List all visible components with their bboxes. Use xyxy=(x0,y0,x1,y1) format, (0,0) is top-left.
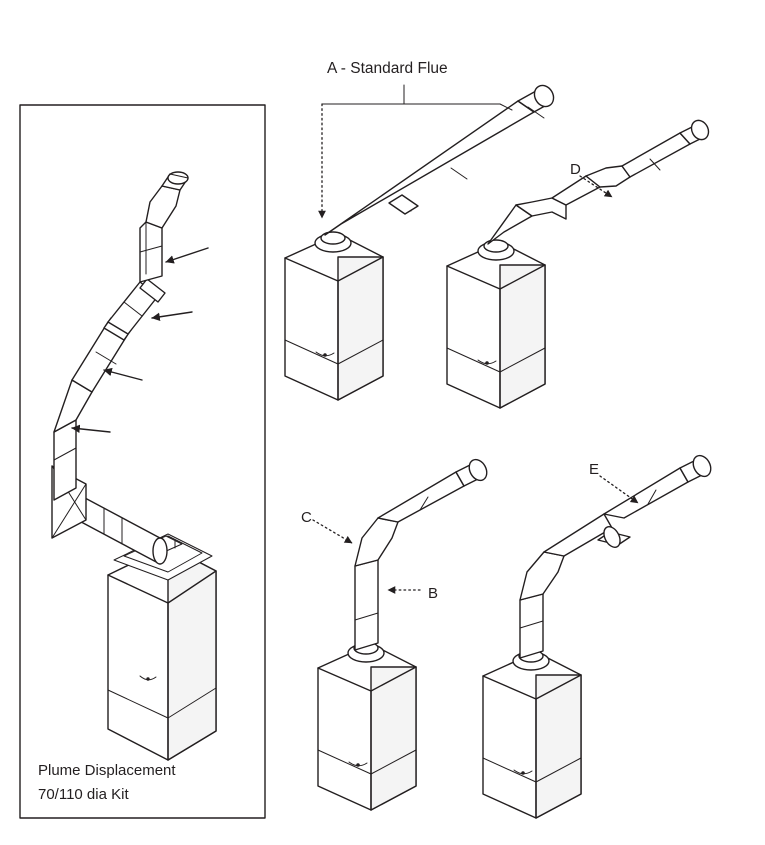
assembly-e-flue xyxy=(483,453,714,818)
label-a-standard-flue: A - Standard Flue xyxy=(327,60,448,77)
label-b: B xyxy=(428,585,439,602)
boiler-d xyxy=(447,242,545,408)
boiler-a xyxy=(285,234,383,400)
label-d: D xyxy=(570,161,581,178)
boiler-panel xyxy=(108,534,216,760)
panel-caption-line2: 70/110 dia Kit xyxy=(38,786,129,803)
leader-a xyxy=(322,85,512,218)
boiler-e xyxy=(483,652,581,818)
plume-duct-panel xyxy=(52,172,188,564)
panel-caption-line1: Plume Displacement xyxy=(38,762,176,779)
label-e: E xyxy=(589,461,600,478)
panel-assembly xyxy=(52,172,216,760)
assembly-cb-flue xyxy=(313,457,490,810)
label-c: C xyxy=(301,509,312,526)
boiler-c xyxy=(318,644,416,810)
